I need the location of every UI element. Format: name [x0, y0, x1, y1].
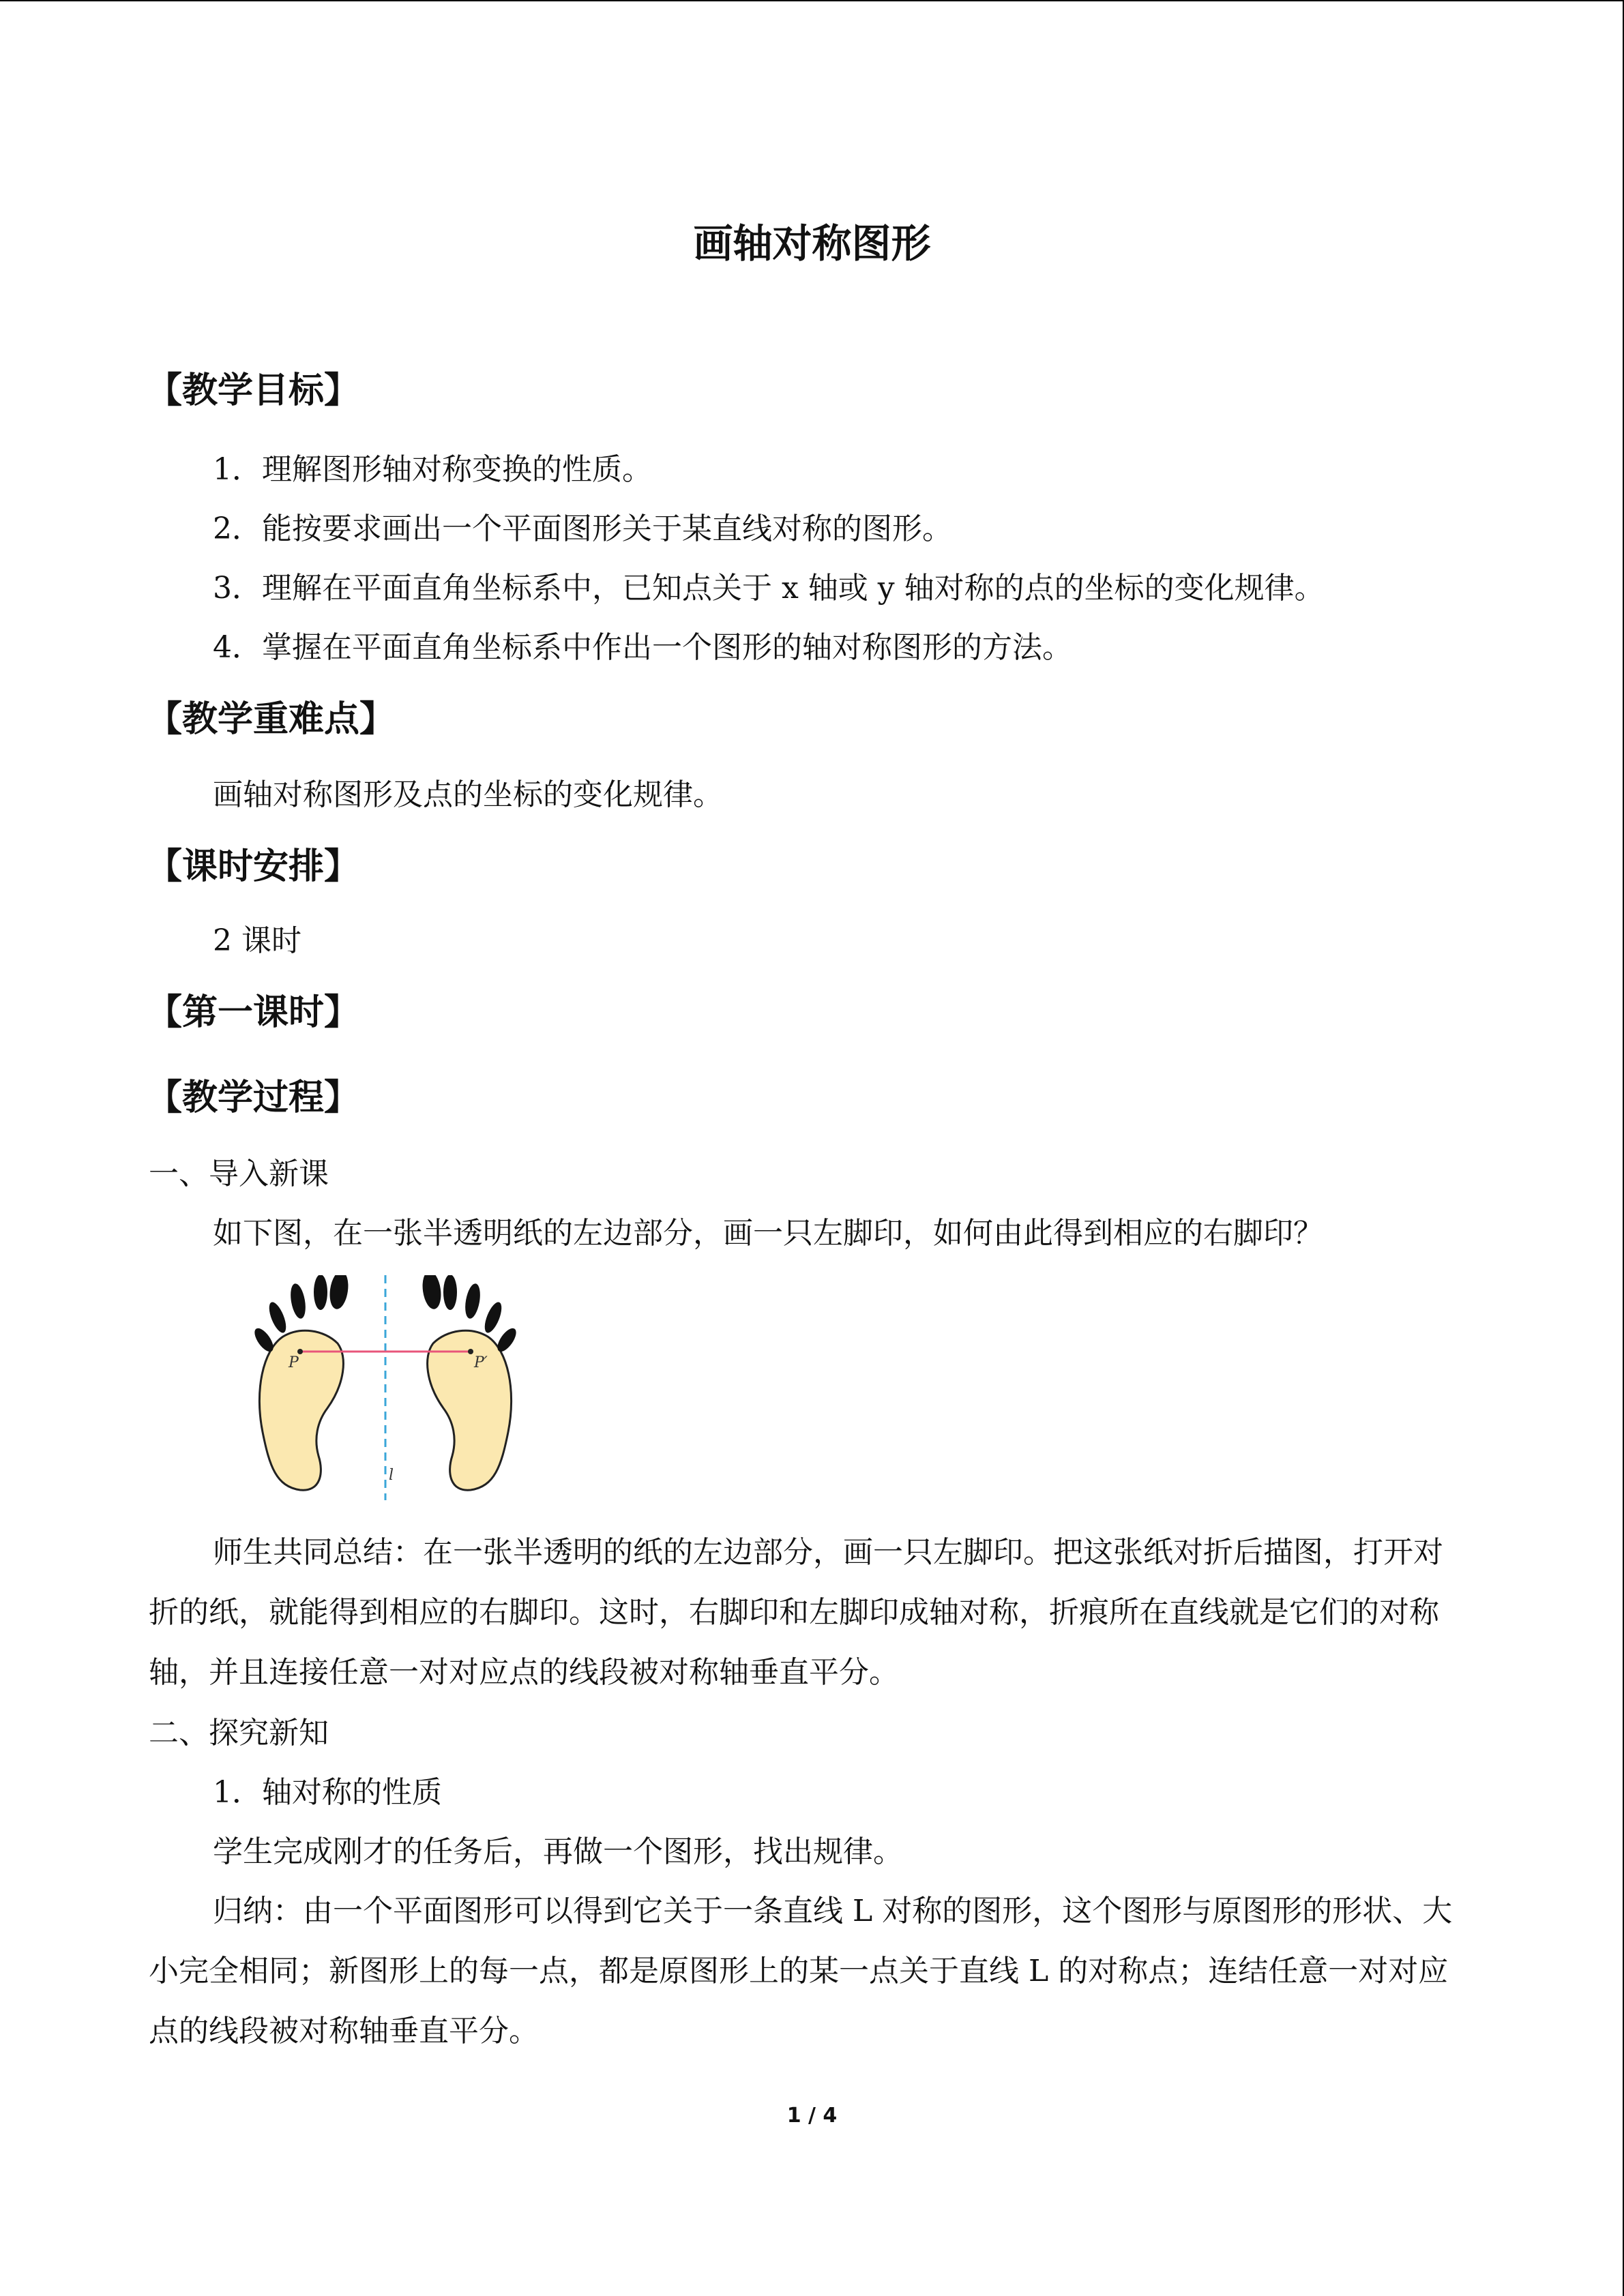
part2-heading: 二、探究新知: [149, 1716, 329, 1750]
objective-item-2: 2．能按要求画出一个平面图形关于某直线对称的图形。: [213, 511, 952, 546]
lesson1-heading: 【第一课时】: [147, 992, 360, 1033]
part2-subheading-1: 1．轴对称的性质: [213, 1775, 442, 1810]
label-axis-l: l: [389, 1467, 394, 1484]
schedule-heading: 【课时安排】: [147, 846, 360, 887]
label-p: P: [289, 1354, 299, 1371]
part2-conclusion: 归纳：由一个平面图形可以得到它关于一条直线 L 对称的图形，这个图形与原图形的形状、大小完全相同；新图形上的每一点，都是原图形上的某一点关于直线 L 的对称点；连结任意一对对应点的线段被对称轴垂直平分。: [149, 1894, 1453, 2048]
part2-task: 学生完成刚才的任务后，再做一个图形，找出规律。: [213, 1834, 903, 1869]
page-number: 1 / 4: [786, 2104, 838, 2128]
label-p-prime: P′: [474, 1354, 488, 1371]
summary-paragraph: 师生共同总结：在一张半透明的纸的左边部分，画一只左脚印。把这张纸对折后描图，打开对折的纸，就能得到相应的右脚印。这时，右脚印和左脚印成轴对称，折痕所在直线就是它们的对称轴，并且连接任意一对对应点的线段被对称轴垂直平分。: [149, 1535, 1443, 1690]
schedule-text: 2 课时: [213, 923, 301, 958]
key-points-text: 画轴对称图形及点的坐标的变化规律。: [213, 777, 723, 812]
left-foot: [251, 1275, 351, 1490]
part1-intro: 如下图，在一张半透明纸的左边部分，画一只左脚印，如何由此得到相应的右脚印？: [213, 1216, 1323, 1251]
point-p-prime: [468, 1349, 473, 1354]
part1-heading: 一、导入新课: [149, 1157, 329, 1191]
process-heading: 【教学过程】: [147, 1077, 360, 1118]
key-points-heading: 【教学重难点】: [147, 699, 396, 740]
objective-item-1: 1．理解图形轴对称变换的性质。: [213, 452, 652, 487]
objectives-heading: 【教学目标】: [147, 370, 360, 411]
footprint-figure: [235, 1275, 535, 1500]
top-border: [0, 0, 1624, 1]
right-foot: [420, 1275, 520, 1490]
objective-item-3: 3．理解在平面直角坐标系中，已知点关于 x 轴或 y 轴对称的点的坐标的变化规律。: [213, 571, 1325, 606]
document-title: 画轴对称图形: [693, 220, 931, 267]
objective-item-4: 4．掌握在平面直角坐标系中作出一个图形的轴对称图形的方法。: [213, 630, 1072, 665]
point-p: [297, 1349, 303, 1354]
